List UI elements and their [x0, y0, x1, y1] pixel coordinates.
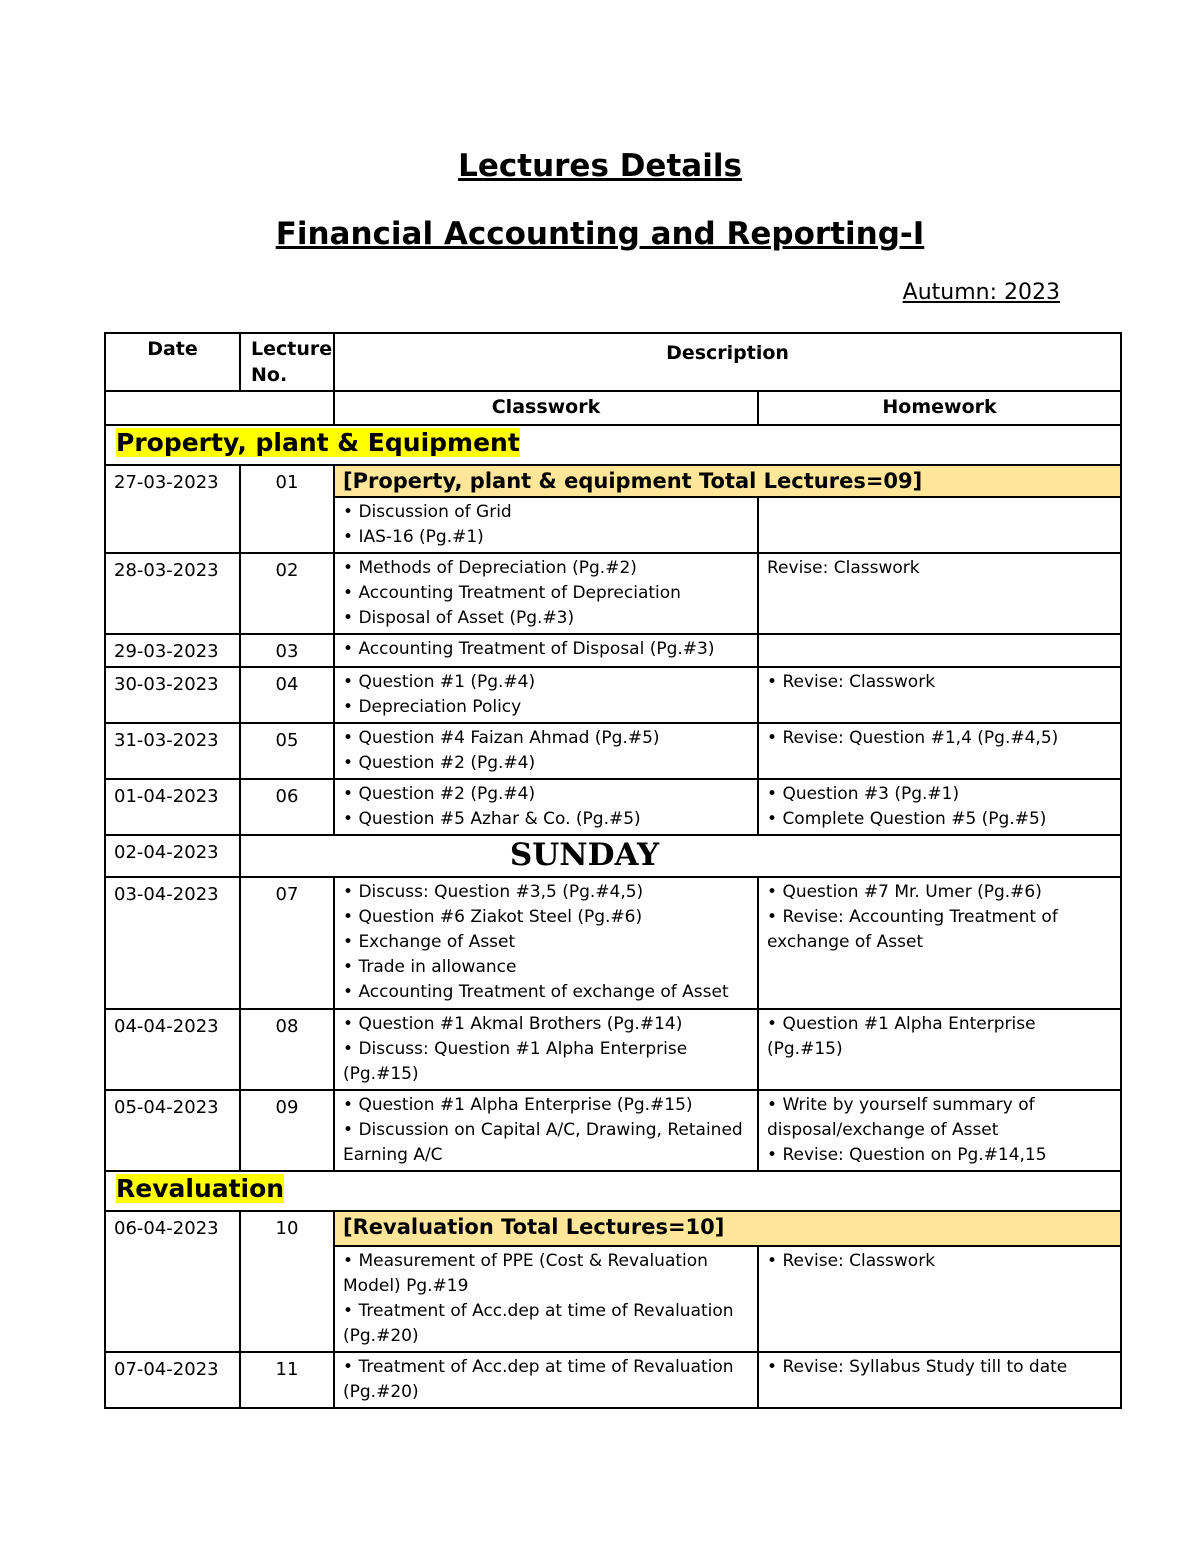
classwork-cell: [334, 723, 758, 779]
section-heading: [105, 1171, 1121, 1211]
homework-cell: [758, 1352, 1121, 1408]
date-cell: 05-04-2023: [105, 1090, 240, 1171]
document-title: Lectures Details: [458, 148, 742, 184]
table-row: [105, 779, 1121, 835]
list-item: • Trade in allowance: [343, 955, 749, 980]
blank-subheader-cell: [105, 391, 334, 425]
classwork-cell: [334, 667, 758, 723]
list-item: • Revise: Syllabus Study till to date: [767, 1355, 1112, 1380]
list-item: • Question #2 (Pg.#4): [343, 751, 749, 776]
table-row: [105, 723, 1121, 779]
lecture-number-cell: 10: [240, 1211, 334, 1352]
table-row: [105, 667, 1121, 723]
date-cell: 29-03-2023: [105, 634, 240, 667]
list-item: • Question #5 Azhar & Co. (Pg.#5): [343, 807, 749, 832]
date-cell: 01-04-2023: [105, 779, 240, 835]
date-cell: 30-03-2023: [105, 667, 240, 723]
classwork-cell: [334, 497, 758, 553]
homework-cell: [758, 497, 1121, 553]
date-cell: 02-04-2023: [105, 835, 240, 877]
list-item: • Write by yourself summary of disposal/exchange of Asset: [767, 1093, 1112, 1143]
lecture-number-cell: 06: [240, 779, 334, 835]
list-item: • Discuss: Question #1 Alpha Enterprise (Pg.#15): [343, 1037, 749, 1087]
list-item: • Revise: Classwork: [767, 1249, 1112, 1274]
list-item: • Question #3 (Pg.#1): [767, 782, 1112, 807]
list-item: • Disposal of Asset (Pg.#3): [343, 606, 749, 631]
lecture-number-cell: 07: [240, 877, 334, 1009]
list-item: • Accounting Treatment of Depreciation: [343, 581, 749, 606]
homework-cell: [758, 723, 1121, 779]
list-item: • Question #1 Alpha Enterprise (Pg.#15): [767, 1012, 1112, 1062]
table-row: [105, 634, 1121, 667]
list-item: • Question #1 Alpha Enterprise (Pg.#15): [343, 1093, 749, 1118]
section-row: [105, 1171, 1121, 1211]
homework-cell: [758, 1009, 1121, 1090]
table-row: [105, 1352, 1121, 1408]
table-row: [105, 1211, 1121, 1246]
list-item: • Question #6 Ziakot Steel (Pg.#6): [343, 905, 749, 930]
section-heading: [105, 425, 1121, 465]
lecture-number-cell: 04: [240, 667, 334, 723]
homework-cell: [758, 877, 1121, 1009]
description-header: Description: [334, 333, 1121, 391]
date-header: Date: [105, 333, 240, 391]
date-cell: 06-04-2023: [105, 1211, 240, 1352]
list-item: • Accounting Treatment of exchange of Asset: [343, 980, 749, 1005]
lecture-schedule-table: [104, 332, 1122, 1409]
list-item: • Revise: Accounting Treatment of exchange of Asset: [767, 905, 1112, 955]
list-item: • Depreciation Policy: [343, 695, 749, 720]
homework-cell: [758, 667, 1121, 723]
list-item: • Revise: Question #1,4 (Pg.#4,5): [767, 726, 1112, 751]
term-label: Autumn: 2023: [902, 280, 1060, 305]
list-item: • Treatment of Acc.dep at time of Revaluation (Pg.#20): [343, 1299, 749, 1349]
homework-cell: [758, 1090, 1121, 1171]
classwork-header: Classwork: [334, 391, 758, 425]
date-cell: 03-04-2023: [105, 877, 240, 1009]
table-row: [105, 553, 1121, 634]
date-cell: 27-03-2023: [105, 465, 240, 553]
homework-header: Homework: [758, 391, 1121, 425]
list-item: • Treatment of Acc.dep at time of Revaluation (Pg.#20): [343, 1355, 749, 1405]
homework-cell: Revise: Classwork: [758, 553, 1121, 634]
lecture-number-cell: 11: [240, 1352, 334, 1408]
classwork-cell: [334, 1090, 758, 1171]
date-cell: 07-04-2023: [105, 1352, 240, 1408]
classwork-cell: [334, 634, 758, 667]
list-item: • Question #4 Faizan Ahmad (Pg.#5): [343, 726, 749, 751]
section-name: Property, plant & Equipment: [116, 428, 520, 457]
classwork-cell: [334, 553, 758, 634]
header-row: [105, 333, 1121, 391]
table-row: [105, 1090, 1121, 1171]
homework-cell: [758, 779, 1121, 835]
list-item: • Accounting Treatment of Disposal (Pg.#3): [343, 637, 749, 662]
list-item: • Question #2 (Pg.#4): [343, 782, 749, 807]
list-item: • Revise: Classwork: [767, 670, 1112, 695]
list-item: • Revise: Question on Pg.#14,15: [767, 1143, 1112, 1168]
list-item: • Discussion on Capital A/C, Drawing, Retained Earning A/C: [343, 1118, 749, 1168]
lecture-number-cell: 08: [240, 1009, 334, 1090]
lecture-number-cell: 03: [240, 634, 334, 667]
homework-cell: [758, 1246, 1121, 1352]
classwork-cell: [334, 877, 758, 1009]
list-item: • Measurement of PPE (Cost & Revaluation Model) Pg.#19: [343, 1249, 749, 1299]
table-row: [105, 465, 1121, 497]
holiday-label: SUNDAY: [240, 835, 1121, 877]
date-cell: 04-04-2023: [105, 1009, 240, 1090]
list-item: • Methods of Depreciation (Pg.#2): [343, 556, 749, 581]
list-item: • IAS-16 (Pg.#1): [343, 525, 749, 550]
subheader-row: [105, 391, 1121, 425]
classwork-cell: [334, 1009, 758, 1090]
date-cell: 31-03-2023: [105, 723, 240, 779]
list-item: • Question #1 (Pg.#4): [343, 670, 749, 695]
date-cell: 28-03-2023: [105, 553, 240, 634]
lecture-number-cell: 02: [240, 553, 334, 634]
table-row: [105, 1009, 1121, 1090]
list-item: • Exchange of Asset: [343, 930, 749, 955]
section-row: [105, 425, 1121, 465]
lecture-number-cell: 01: [240, 465, 334, 553]
list-item: • Complete Question #5 (Pg.#5): [767, 807, 1112, 832]
section-name: Revaluation: [116, 1174, 285, 1203]
list-item: • Question #1 Akmal Brothers (Pg.#14): [343, 1012, 749, 1037]
classwork-cell: [334, 1352, 758, 1408]
list-item: • Discussion of Grid: [343, 500, 749, 525]
list-item: • Question #7 Mr. Umer (Pg.#6): [767, 880, 1112, 905]
section-total-lectures: [Property, plant & equipment Total Lectures=09]: [334, 465, 1121, 497]
course-title: Financial Accounting and Reporting-I: [275, 216, 925, 252]
lecture-no-header: Lecture No.: [240, 333, 334, 391]
homework-cell: [758, 634, 1121, 667]
section-total-lectures: [Revaluation Total Lectures=10]: [334, 1211, 1121, 1246]
lecture-number-cell: 05: [240, 723, 334, 779]
list-item: • Discuss: Question #3,5 (Pg.#4,5): [343, 880, 749, 905]
classwork-cell: [334, 779, 758, 835]
lecture-number-cell: 09: [240, 1090, 334, 1171]
table-row: [105, 835, 1121, 877]
classwork-cell: [334, 1246, 758, 1352]
table-row: [105, 877, 1121, 1009]
